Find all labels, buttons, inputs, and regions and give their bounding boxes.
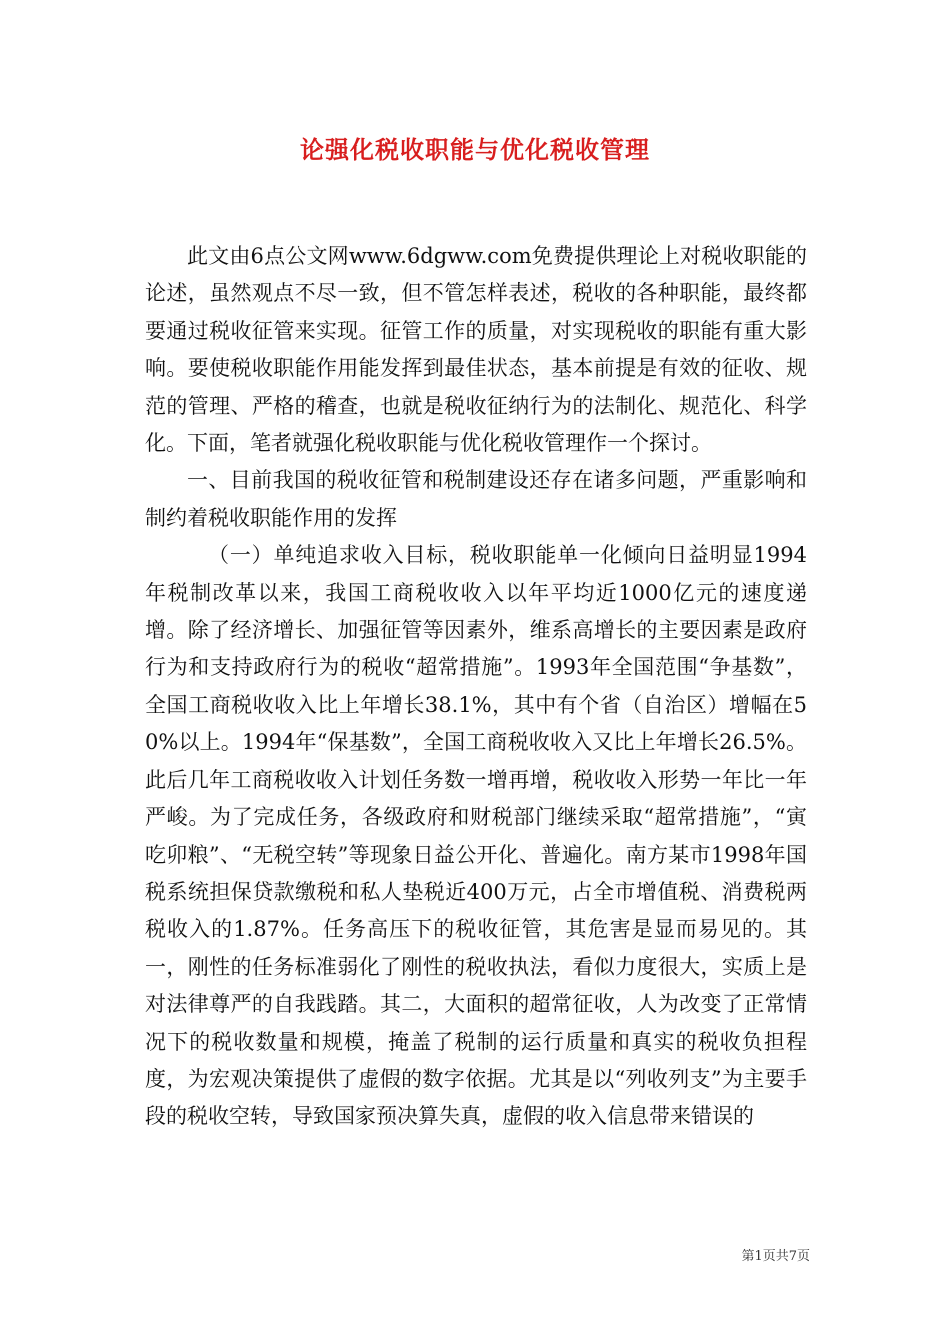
paragraph-subsection: （一）单纯追求收入目标，税收职能单一化倾向日益明显1994年税制改革以来，我国工商税收收入以年平均近1000亿元的速度递增。除了经济增长、加强征管等因素外，维系高增长的主要因素是政府行为和支持政府行为的税收“超常措施”。1993年全国范围“争基数”，全国工商税收收入比上年增长38.1%，其中有个省（自治区）增幅在50%以上。1994年“保基数”，全国工商税收收入又比上年增长26.5%。此后几年工商税收收入计划任务数一增再增，税收收入形势一年比一年严峻。为了完成任务，各级政府和财税部门继续采取“超常措施”，“寅吃卯粮”、“无税空转”等现象日益公开化、普遍化。南方某市1998年国税系统担保贷款缴税和私人垫税近400万元，占全市增值税、消费税两税收入的1.87%。任务高压下的税收征管，其危害是显而易见的。其一，刚性的任务标准弱化了刚性的税收执法，看似力度很大，实质上是对法律尊严的自我践踏。其二，大面积的超常征收，人为改变了正常情况下的税收数量和规模，掩盖了税制的运行质量和真实的税收负担程度，为宏观决策提供了虚假的数字依据。尤其是以“列收列支”为主要手段的税收空转，导致国家预决算失真，虚假的收入信息带来错误的 [145,543,807,1129]
page-number: 第1页共7页 [741,1249,810,1264]
document-body [145,238,807,1136]
document-title: 论强化税收职能与优化税收管理 [300,135,650,164]
paragraph-section-heading: 一、目前我国的税收征管和税制建设还存在诸多问题，严重影响和制约着税收职能作用的发挥 [145,468,807,530]
paragraph-intro: 此文由6点公文网www.6dgww.com免费提供理论上对税收职能的论述，虽然观点不尽一致，但不管怎样表述，税收的各种职能，最终都要通过税收征管来实现。征管工作的质量，对实现税收的职能有重大影响。要使税收职能作用能发挥到最佳状态，基本前提是有效的征收、规范的管理、严格的稽查，也就是税收征纳行为的法制化、规范化、科学化。下面，笔者就强化税收职能与优化税收管理作一个探讨。 [145,244,807,456]
